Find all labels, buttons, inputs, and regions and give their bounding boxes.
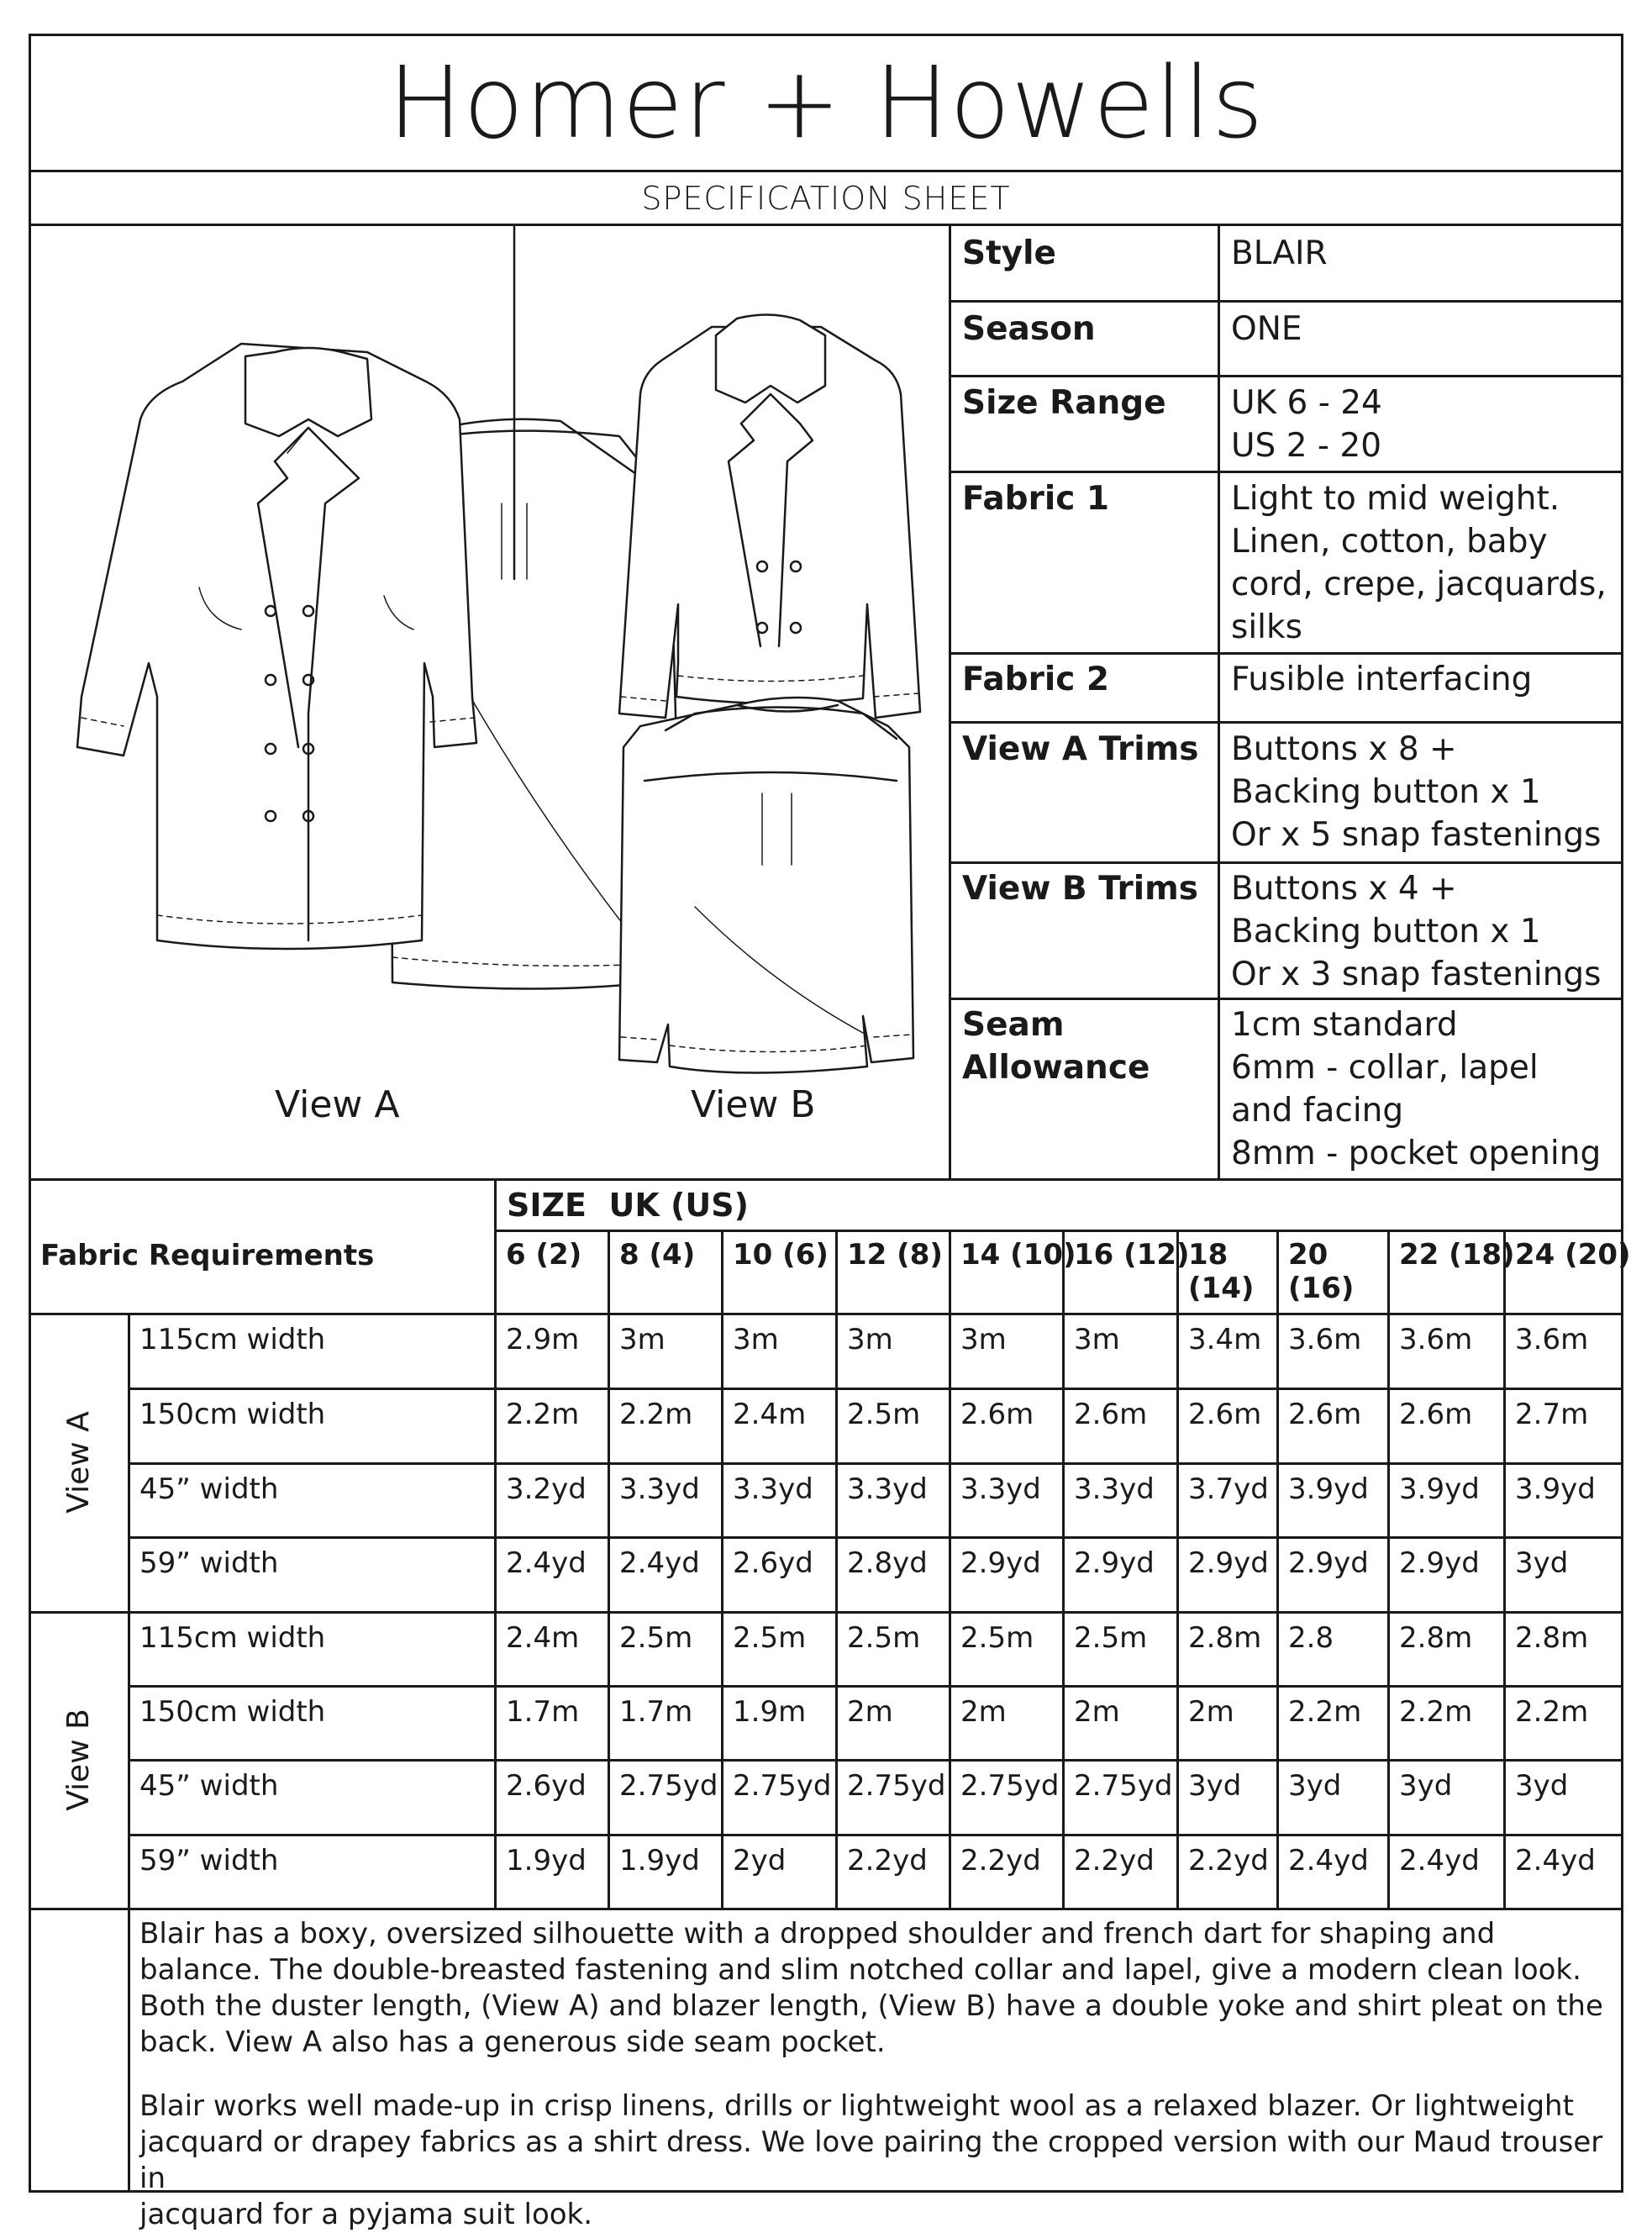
spec-label-seam-allowance: Seam Allowance bbox=[962, 1006, 1150, 1087]
table-cell: 3.9yd bbox=[1288, 1472, 1369, 1506]
spec-value-size-range: UK 6 - 24 US 2 - 20 bbox=[1231, 384, 1382, 465]
size-column-header: 8 (4) bbox=[619, 1238, 696, 1272]
table-cell: 2.2m bbox=[619, 1398, 693, 1431]
table-cell: 2.6m bbox=[960, 1398, 1034, 1431]
size-column-line bbox=[949, 1230, 951, 1910]
row-label: 115cm width bbox=[139, 1323, 326, 1356]
table-cell: 2.8m bbox=[1399, 1621, 1473, 1655]
size-column-header: 22 (18) bbox=[1399, 1238, 1515, 1272]
table-cell: 2.4yd bbox=[1288, 1844, 1369, 1878]
spec-value-view-b-trims: Buttons x 4 + Backing button x 1 Or x 3 snap fastenings bbox=[1231, 870, 1602, 993]
table-cell: 1.7m bbox=[619, 1695, 693, 1729]
spec-row-line bbox=[949, 375, 1623, 377]
table-cell: 3m bbox=[1074, 1323, 1120, 1356]
table-cell: 3yd bbox=[1188, 1769, 1242, 1803]
table-cell: 2.75yd bbox=[960, 1769, 1060, 1803]
size-column-header: 10 (6) bbox=[733, 1238, 829, 1272]
table-cell: 2.6yd bbox=[733, 1546, 813, 1580]
table-cell: 2.4yd bbox=[506, 1546, 587, 1580]
fabric-requirements-heading: Fabric Requirements bbox=[40, 1239, 375, 1272]
brand-title: Homer + Howells bbox=[387, 45, 1265, 161]
table-cell: 3yd bbox=[1515, 1769, 1569, 1803]
size-row-line bbox=[128, 1759, 1623, 1762]
table-cell: 2.2m bbox=[506, 1398, 580, 1431]
table-cell: 3m bbox=[960, 1323, 1007, 1356]
table-cell: 2.4m bbox=[733, 1398, 807, 1431]
description-left-border bbox=[128, 1908, 130, 2191]
group-label: View B bbox=[61, 1708, 96, 1811]
spec-label-fabric-1: Fabric 1 bbox=[962, 480, 1110, 518]
table-cell: 2.8m bbox=[1188, 1621, 1262, 1655]
table-cell: 2.9yd bbox=[1188, 1546, 1269, 1580]
table-cell: 2m bbox=[960, 1695, 1007, 1729]
table-cell: 2m bbox=[847, 1695, 893, 1729]
table-cell: 3.2yd bbox=[506, 1472, 587, 1506]
table-cell: 3.9yd bbox=[1515, 1472, 1596, 1506]
description-paragraph-2: Blair works well made-up in crisp linens, drills or lightweight wool as a relaxed blazer. Or lightweight jacquard or drapey fabrics as a shirt dress. We love pairing the cropped version with our Maud trouser in jacquard for a pyjama suit look. bbox=[139, 2089, 1603, 2231]
row-label: 45” width bbox=[139, 1769, 279, 1803]
size-column-line bbox=[1276, 1230, 1279, 1910]
size-heading: SIZE UK (US) bbox=[507, 1187, 749, 1224]
size-column-line bbox=[1176, 1230, 1179, 1910]
table-cell: 2.6m bbox=[1188, 1398, 1262, 1431]
table-cell: 2yd bbox=[733, 1844, 787, 1878]
table-cell: 3m bbox=[619, 1323, 666, 1356]
table-cell: 2.4yd bbox=[1399, 1844, 1480, 1878]
table-cell: 2.6m bbox=[1288, 1398, 1362, 1431]
view-a-front-drawing bbox=[77, 344, 476, 949]
size-row-line bbox=[128, 1685, 1623, 1688]
size-column-header: 20 (16) bbox=[1288, 1238, 1355, 1305]
size-column-header: 16 (12) bbox=[1074, 1238, 1190, 1272]
row-label: 59” width bbox=[139, 1844, 279, 1878]
table-cell: 3.3yd bbox=[960, 1472, 1041, 1506]
table-cell: 2.5m bbox=[619, 1621, 693, 1655]
row-label: 150cm width bbox=[139, 1398, 326, 1431]
header-divider bbox=[29, 170, 1623, 172]
size-row-line bbox=[128, 1462, 1623, 1465]
table-cell: 1.9yd bbox=[506, 1844, 587, 1878]
table-cell: 3.6m bbox=[1399, 1323, 1473, 1356]
table-cell: 2.4m bbox=[506, 1621, 580, 1655]
table-cell: 3yd bbox=[1515, 1546, 1569, 1580]
table-cell: 2.75yd bbox=[619, 1769, 718, 1803]
spec-label-style: Style bbox=[962, 234, 1056, 272]
table-cell: 2.9yd bbox=[1399, 1546, 1480, 1580]
table-cell: 3.7yd bbox=[1188, 1472, 1269, 1506]
row-label: 59” width bbox=[139, 1546, 279, 1580]
table-cell: 3.4m bbox=[1188, 1323, 1262, 1356]
table-cell: 2.2m bbox=[1288, 1695, 1362, 1729]
group-label: View A bbox=[61, 1410, 96, 1514]
size-column-line bbox=[835, 1230, 838, 1910]
table-cell: 2.2yd bbox=[1074, 1844, 1155, 1878]
size-column-line bbox=[1062, 1230, 1065, 1910]
spec-value-fabric-2: Fusible interfacing bbox=[1231, 661, 1533, 698]
table-cell: 2.5m bbox=[847, 1398, 921, 1431]
table-cell: 2.2m bbox=[1515, 1695, 1589, 1729]
row-label: 115cm width bbox=[139, 1621, 326, 1655]
table-cell: 2.9m bbox=[506, 1323, 580, 1356]
table-cell: 1.9m bbox=[733, 1695, 807, 1729]
table-cell: 2.8 bbox=[1288, 1621, 1334, 1655]
spec-label-view-b-trims: View B Trims bbox=[962, 870, 1198, 908]
table-cell: 2m bbox=[1188, 1695, 1234, 1729]
table-cell: 2.6m bbox=[1074, 1398, 1148, 1431]
table-cell: 3m bbox=[733, 1323, 779, 1356]
spec-row-line bbox=[949, 300, 1623, 303]
table-cell: 3yd bbox=[1399, 1769, 1453, 1803]
spec-mid-border bbox=[1218, 224, 1220, 1181]
size-header-line bbox=[494, 1230, 1623, 1232]
table-cell: 2.4yd bbox=[1515, 1844, 1596, 1878]
spec-value-style: BLAIR bbox=[1231, 234, 1328, 272]
spec-row-line bbox=[949, 721, 1623, 724]
table-cell: 3.3yd bbox=[619, 1472, 700, 1506]
description-paragraph-1: Blair has a boxy, oversized silhouette with a dropped shoulder and french dart for shaping and balance. The double-breasted fastening and slim notched collar and lapel, give a modern clean look. Both the duster length, (View A) and blazer length, (View B) have a double yoke and shirt pleat on the back. View A also has a generous side seam pocket. bbox=[139, 1917, 1603, 2059]
row-label: 45” width bbox=[139, 1472, 279, 1506]
view-a-label: View A bbox=[275, 1083, 400, 1126]
spec-label-fabric-2: Fabric 2 bbox=[962, 661, 1110, 698]
spec-row-line bbox=[949, 652, 1623, 655]
size-column-header: 14 (10) bbox=[960, 1238, 1076, 1272]
table-cell: 2.2m bbox=[1399, 1695, 1473, 1729]
table-cell: 2.5m bbox=[733, 1621, 807, 1655]
table-cell: 3.6m bbox=[1288, 1323, 1362, 1356]
spec-left-border bbox=[949, 224, 951, 1181]
spec-label-size-range: Size Range bbox=[962, 384, 1166, 422]
size-column-line bbox=[608, 1230, 610, 1910]
table-cell: 2.9yd bbox=[1074, 1546, 1155, 1580]
column-header-bottom bbox=[29, 1313, 1623, 1315]
table-cell: 3.3yd bbox=[847, 1472, 928, 1506]
table-cell: 2.2yd bbox=[1188, 1844, 1269, 1878]
view-b-front-drawing bbox=[619, 314, 920, 718]
table-cell: 2.4yd bbox=[619, 1546, 700, 1580]
size-row-line bbox=[128, 1834, 1623, 1836]
spec-value-season: ONE bbox=[1231, 310, 1302, 348]
table-cell: 3.9yd bbox=[1399, 1472, 1480, 1506]
spec-value-seam-allowance: 1cm standard 6mm - collar, lapel and facing 8mm - pocket opening bbox=[1231, 1006, 1602, 1172]
table-cell: 2.6yd bbox=[506, 1769, 587, 1803]
table-cell: 1.9yd bbox=[619, 1844, 700, 1878]
size-column-line bbox=[721, 1230, 723, 1910]
size-table-top bbox=[29, 1178, 1623, 1181]
table-cell: 3.3yd bbox=[1074, 1472, 1155, 1506]
spec-value-fabric-1: Light to mid weight. Linen, cotton, baby cord, crepe, jacquards, silks bbox=[1231, 480, 1607, 646]
table-cell: 2.8yd bbox=[847, 1546, 928, 1580]
size-row-line bbox=[128, 1536, 1623, 1539]
size-column-line bbox=[494, 1178, 497, 1910]
spec-label-season: Season bbox=[962, 310, 1096, 348]
table-cell: 2.7m bbox=[1515, 1398, 1589, 1431]
size-column-header: 24 (20) bbox=[1515, 1238, 1631, 1272]
group-divider-line bbox=[29, 1611, 1623, 1614]
view-b-back-drawing bbox=[619, 698, 913, 1073]
spec-row-line bbox=[949, 998, 1623, 1000]
table-cell: 3yd bbox=[1288, 1769, 1342, 1803]
table-cell: 2.5m bbox=[1074, 1621, 1148, 1655]
table-cell: 1.7m bbox=[506, 1695, 580, 1729]
sheet-subtitle: SPECIFICATION SHEET bbox=[641, 180, 1011, 217]
spec-label-view-a-trims: View A Trims bbox=[962, 730, 1199, 768]
table-cell: 2.75yd bbox=[847, 1769, 946, 1803]
table-cell: 2.6m bbox=[1399, 1398, 1473, 1431]
size-column-header: 18 (14) bbox=[1188, 1238, 1255, 1305]
spec-row-line bbox=[949, 861, 1623, 864]
size-column-header: 12 (8) bbox=[847, 1238, 943, 1272]
view-b-label: View B bbox=[691, 1083, 816, 1126]
table-cell: 2m bbox=[1074, 1695, 1120, 1729]
table-cell: 2.75yd bbox=[733, 1769, 832, 1803]
frame-right bbox=[1621, 34, 1623, 2193]
size-column-line bbox=[1503, 1230, 1506, 1910]
table-cell: 2.5m bbox=[847, 1621, 921, 1655]
table-cell: 3.3yd bbox=[733, 1472, 813, 1506]
group-divider-line bbox=[29, 1908, 1623, 1910]
table-cell: 2.9yd bbox=[1288, 1546, 1369, 1580]
size-row-line bbox=[128, 1388, 1623, 1390]
garment-flats bbox=[31, 226, 949, 1178]
spec-row-line bbox=[949, 471, 1623, 473]
table-cell: 2.8m bbox=[1515, 1621, 1589, 1655]
table-cell: 3m bbox=[847, 1323, 893, 1356]
table-cell: 2.5m bbox=[960, 1621, 1034, 1655]
spec-value-view-a-trims: Buttons x 8 + Backing button x 1 Or x 5 snap fastenings bbox=[1231, 730, 1602, 854]
size-column-line bbox=[1387, 1230, 1390, 1910]
table-cell: 2.2yd bbox=[847, 1844, 928, 1878]
size-column-header: 6 (2) bbox=[506, 1238, 582, 1272]
table-cell: 2.75yd bbox=[1074, 1769, 1173, 1803]
illustration-panel bbox=[31, 226, 949, 1178]
row-label: 150cm width bbox=[139, 1695, 326, 1729]
table-cell: 3.6m bbox=[1515, 1323, 1589, 1356]
table-cell: 2.9yd bbox=[960, 1546, 1041, 1580]
table-cell: 2.2yd bbox=[960, 1844, 1041, 1878]
